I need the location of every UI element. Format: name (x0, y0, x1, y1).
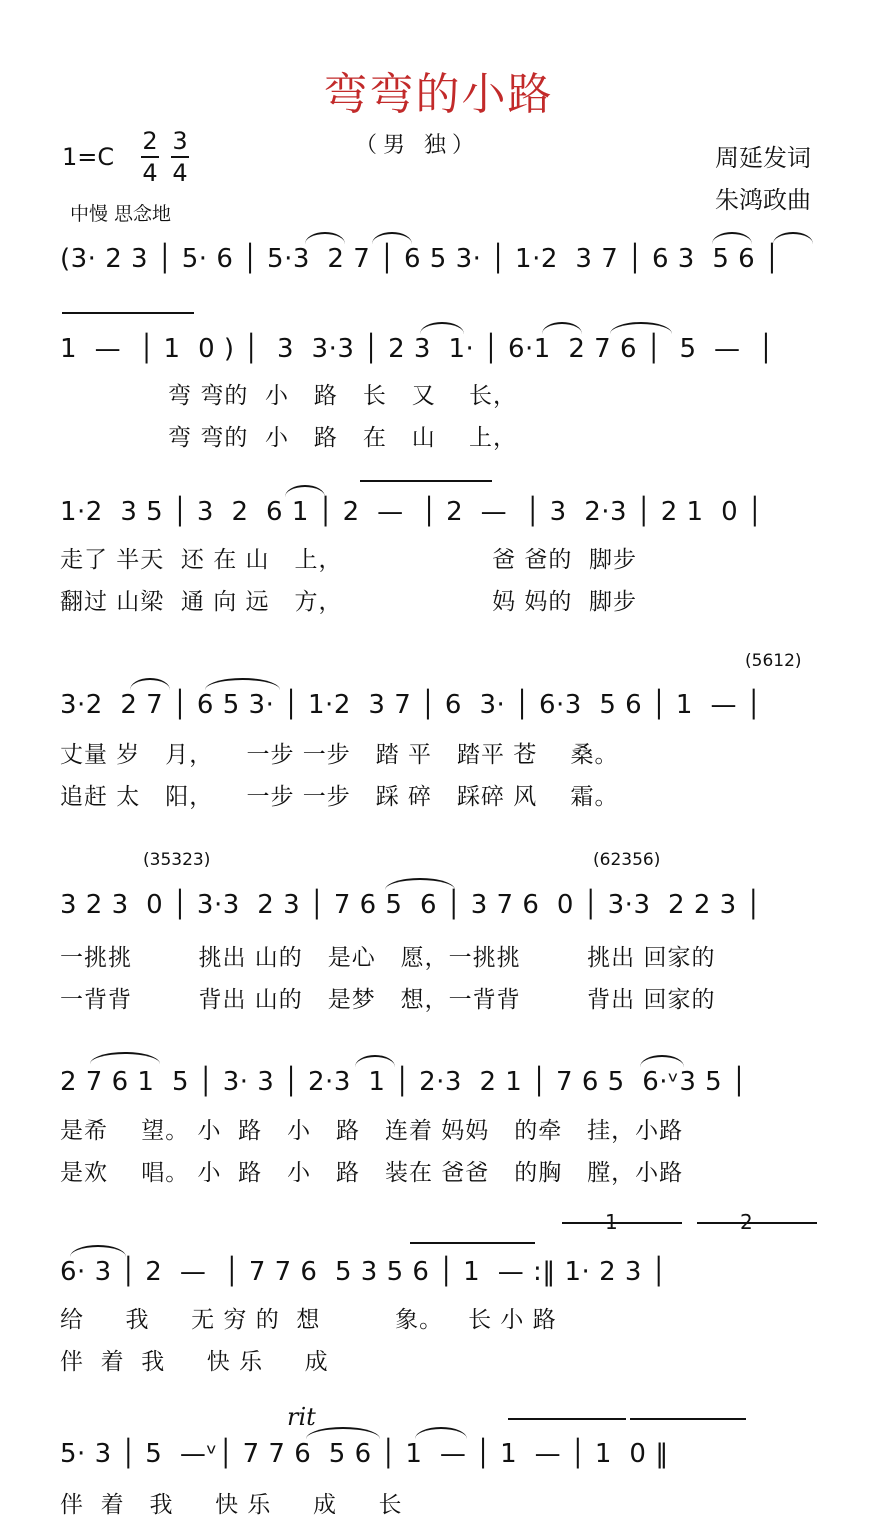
tie (610, 322, 672, 334)
lyric-line: 追赶 太 阳， 一步 一步 踩 碎 踩碎 风 霜。 (60, 784, 619, 810)
ritardando-mark: rit (287, 1403, 316, 1431)
tie (355, 1055, 395, 1067)
meter-bottom: 4 (142, 159, 158, 187)
volta-bracket (697, 1222, 817, 1224)
lyric-line: 弯 弯的 小 路 在 山 上， (60, 425, 518, 451)
lyric-line: 伴 着 我 快 乐 成 长 (60, 1492, 403, 1518)
key-signature: 1=C (62, 143, 115, 171)
tempo-marking: 中慢 思念地 (70, 203, 172, 225)
lyric-line: 给 我 无 穷 的 想 象。 长 小 路 (60, 1307, 557, 1333)
lyric-line: 弯 弯的 小 路 长 又 长， (60, 383, 518, 409)
slur-line (508, 1418, 626, 1420)
song-title: 弯弯的小路 (323, 69, 554, 120)
tie (70, 1245, 126, 1257)
lyric-line: 伴 着 我 快 乐 成 (60, 1349, 329, 1375)
lyricist: 周延发词 (715, 144, 811, 172)
slur-line (360, 480, 492, 482)
tie (130, 678, 170, 690)
notation-line: (3· 2 3 │ 5· 6 │ 5·3 2 7 │ 6 5 3· │ 1·2 3 7 │ 6 3 5 6 │ (60, 244, 781, 274)
notation-line: 6· 3 │ 2 — │ 7 7 6 5 3 5 6 │ 1 — :‖ 1· 2 3 │ (60, 1257, 667, 1287)
subtitle: （男 独） (355, 133, 480, 158)
tie (712, 232, 752, 244)
tie (285, 485, 325, 497)
meter-top: 3 (172, 127, 188, 155)
lyric-line: 是希 望。 小 路 小 路 连着 妈妈 的牵 挂，小路 (60, 1118, 684, 1144)
notation-line: 3·2 2 7 │ 6 5 3· │ 1·2 3 7 │ 6 3· │ 6·3 5 6 │ 1 — │ (60, 690, 762, 720)
tie (640, 1055, 684, 1067)
grace-notes: (35323) (143, 850, 211, 870)
meter-bottom: 4 (172, 159, 188, 187)
grace-notes: (5612) (745, 651, 802, 671)
grace-notes: (62356) (593, 850, 661, 870)
slur-line (410, 1242, 535, 1244)
lyric-line: 是欢 唱。 小 路 小 路 装在 爸爸 的胸 膛，小路 (60, 1160, 684, 1186)
time-signature-2 (168, 126, 192, 188)
tie (385, 878, 455, 890)
lyric-line: 走了 半天 还 在 山 上， 爸 爸的 脚步 (60, 547, 638, 573)
notation-line: 5· 3 │ 5 —ᵛ│ 7 7 6 5 6 │ 1 — │ 1 — │ 1 0 ‖ (60, 1439, 669, 1469)
tie (90, 1052, 160, 1064)
notation-line: 2 7 6 1 5 │ 3· 3 │ 2·3 1 │ 2·3 2 1 │ 7 6 5 6·ᵛ3 5 │ (60, 1067, 748, 1097)
tie (415, 1427, 467, 1439)
notation-line: 1 — │ 1 0 ) │ 3 3·3 │ 2 3 1· │ 6·1 2 7 6 │ 5 — │ (60, 334, 775, 364)
tie (420, 322, 464, 334)
tie (205, 678, 280, 690)
composer: 朱鸿政曲 (715, 186, 811, 214)
notation-line: 1·2 3 5 │ 3 2 6 1 │ 2 — │ 2 — │ 3 2·3 │ 2 1 0 │ (60, 497, 764, 527)
tie (542, 322, 582, 334)
tie (306, 1427, 380, 1439)
slur-line (62, 312, 194, 314)
lyric-line: 丈量 岁 月， 一步 一步 踏 平 踏平 苍 桑。 (60, 742, 619, 768)
tie (773, 232, 813, 244)
lyric-line: 一挑挑 挑出 山的 是心 愿，一挑挑 挑出 回家的 (60, 945, 716, 971)
tie (372, 232, 412, 244)
volta-bracket (562, 1222, 682, 1224)
time-signature-1 (138, 126, 162, 188)
tie (305, 232, 345, 244)
lyric-line: 一背背 背出 山的 是梦 想，一背背 背出 回家的 (60, 987, 716, 1013)
notation-line: 3 2 3 0 │ 3·3 2 3 │ 7 6 5 6 │ 3 7 6 0 │ 3·3 2 2 3 │ (60, 890, 762, 920)
slur-line (630, 1418, 746, 1420)
meter-top: 2 (142, 127, 158, 155)
lyric-line: 翻过 山梁 通 向 远 方， 妈 妈的 脚步 (60, 589, 638, 615)
